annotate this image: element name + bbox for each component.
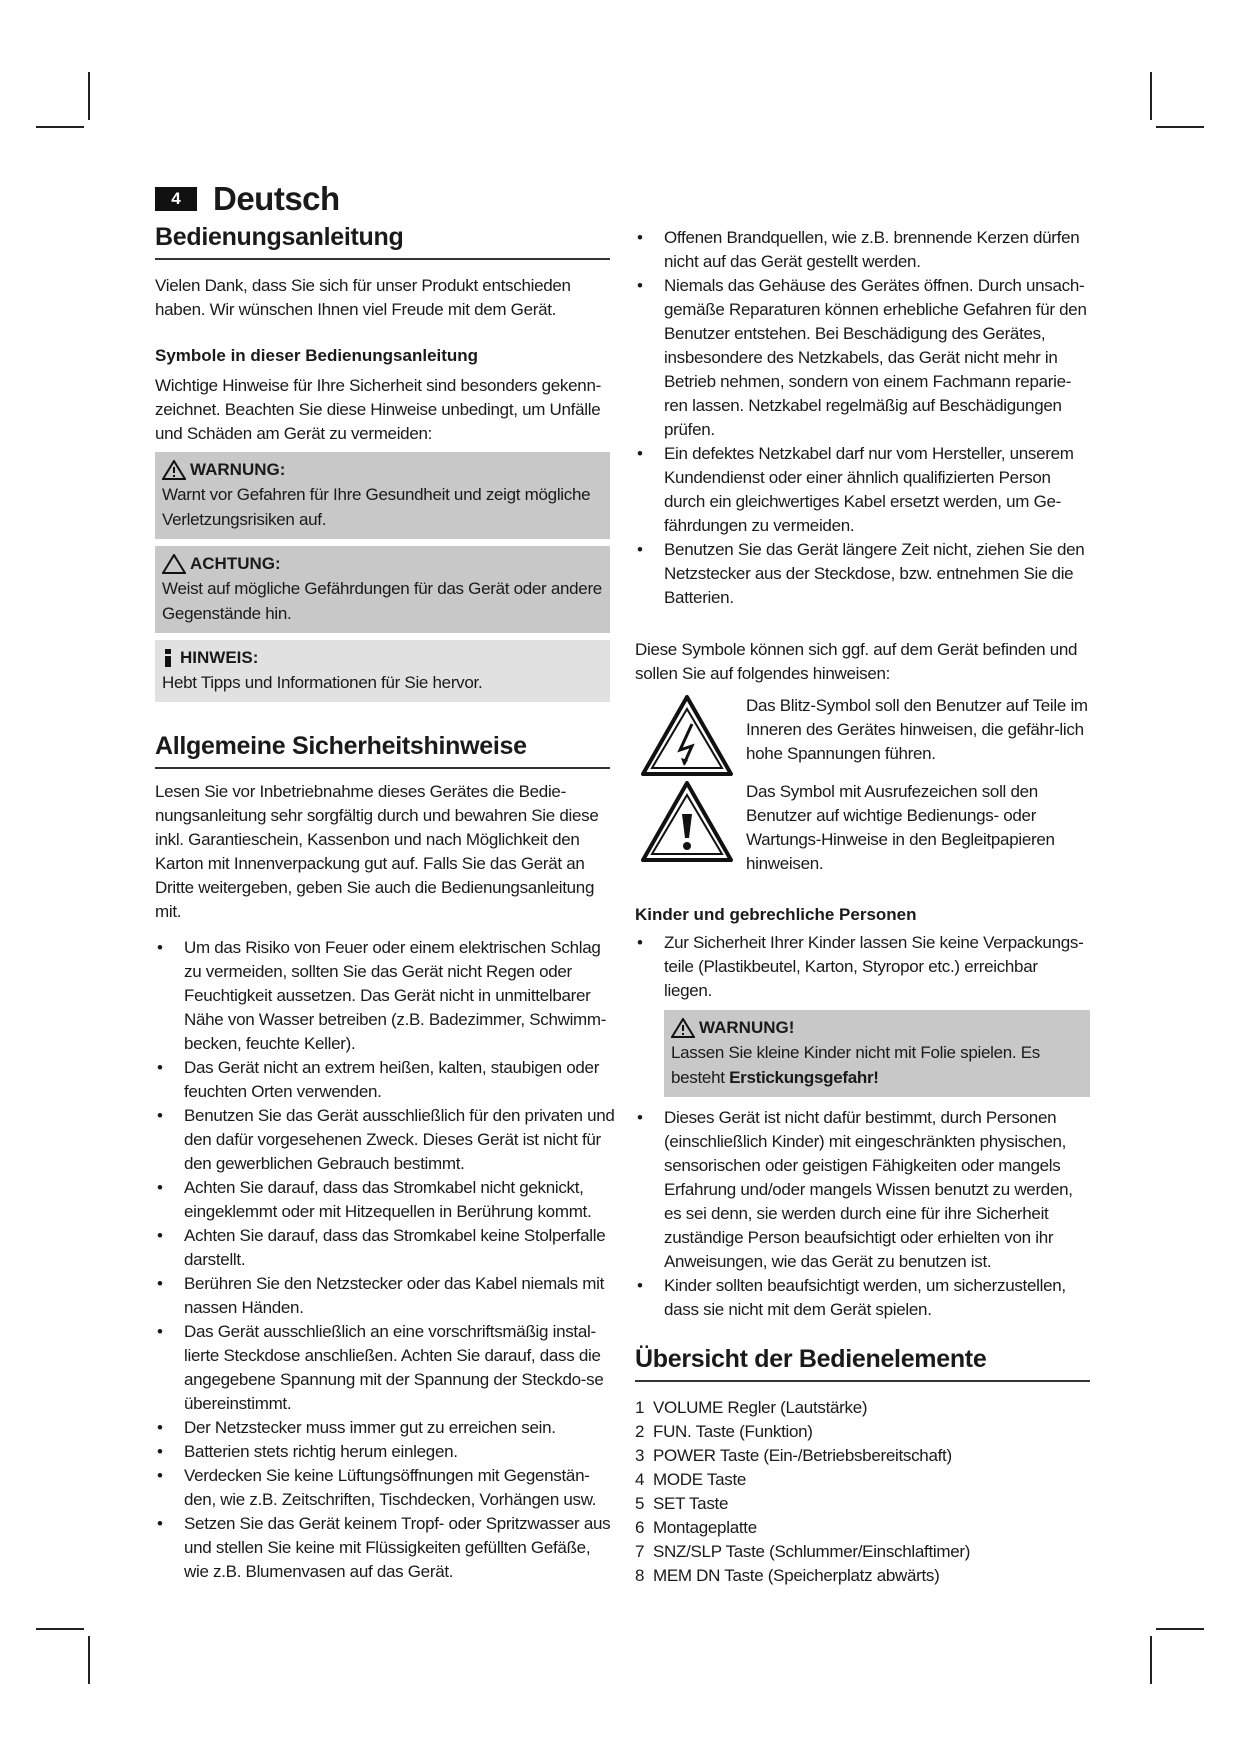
list-item: • Berühren Sie den Netzstecker oder das Kabel niemals mit nassen Händen. (155, 1272, 617, 1320)
intro-title: Bedienungsanleitung (155, 223, 610, 260)
crop-mark (1150, 1636, 1152, 1684)
item-number: 2 (635, 1422, 645, 1441)
exclamation-symbol-text: Das Symbol mit Ausrufezeichen soll den Benutzer auf wichtige Bedienungs- oder Wartungs-Hinweise in den Begleitpapieren hinweisen. (746, 782, 1055, 873)
list-item: • Batterien stets richtig herum einlegen. (155, 1440, 617, 1464)
item-number: 3 (635, 1446, 645, 1465)
controls-title: Übersicht der Bedienelemente (635, 1345, 1090, 1382)
warning-triangle-icon (671, 1018, 695, 1038)
list-item: • Offenen Brandquellen, wie z.B. brennende Kerzen dürfen nicht auf das Gerät gestellt werden. (635, 226, 1090, 274)
item-number: 4 (635, 1470, 645, 1489)
crop-mark (1156, 1628, 1204, 1630)
item-label: VOLUME Regler (Lautstärke) (653, 1398, 868, 1417)
list-item (635, 1516, 1090, 1540)
crop-mark (36, 1628, 84, 1630)
list-item: • Das Gerät ausschließlich an eine vorschriftsmäßig instal-lierte Steckdose anschließen. Achten Sie darauf, dass die angegebene Spannung mit der Spannung der Steckdo-se übereinstimmt. (155, 1320, 617, 1416)
item-label: SET Taste (653, 1494, 729, 1513)
lightning-warning-icon (640, 694, 734, 778)
safety-bullets (155, 936, 617, 1584)
children-warning-label: WARNUNG! (699, 1018, 795, 1037)
list-item: • Zur Sicherheit Ihrer Kinder lassen Sie keine Verpackungs-teile (Plastikbeutel, Karton, Styropor etc.) erreichbar liegen. (635, 931, 1090, 1003)
children-warning-body: Lassen Sie kleine Kinder nicht mit Folie spielen. Es besteht (671, 1043, 1040, 1087)
controls-list (635, 1396, 1090, 1588)
list-item (635, 1444, 1090, 1468)
safety-title: Allgemeine Sicherheitshinweise (155, 732, 610, 769)
device-symbols-text: Diese Symbole können sich ggf. auf dem Gerät befinden und sollen Sie auf folgendes hinweisen: (635, 640, 1078, 683)
list-item: • Ein defektes Netzkabel darf nur vom Hersteller, unserem Kundendienst oder einer ähnlich qualifizierten Person durch ein gleichwertiges Kabel ersetzt werden, um Ge-fährdungen zu vermeiden. (635, 442, 1090, 538)
exclamation-warning-icon (640, 780, 734, 864)
item-label: POWER Taste (Ein-/Betriebsbereitschaft) (653, 1446, 952, 1465)
list-item: • Achten Sie darauf, dass das Stromkabel keine Stolperfalle darstellt. (155, 1224, 617, 1272)
list-item (635, 1468, 1090, 1492)
list-item (635, 1492, 1090, 1516)
children-warning-text (671, 1040, 1083, 1090)
list-item (635, 1564, 1090, 1588)
crop-mark (1150, 72, 1152, 120)
warning-text: Warnt vor Gefahren für Ihre Gesundheit und zeigt mögliche Verletzungsrisiken auf. (162, 485, 591, 529)
list-item: • Dieses Gerät ist nicht dafür bestimmt, durch Personen (einschließlich Kinder) mit eingeschränkten physischen, sensorischen oder geistigen Fähigkeiten oder mangels Erfahrung und/oder mangels Wissen benutzt zu werden, es sei denn, sie werden durch eine für ihre Sicherheit zuständige Person beaufsichtigt oder erhielten von ihr Anweisungen, wie das Gerät zu benutzen ist. (635, 1106, 1090, 1274)
list-item: • Benutzen Sie das Gerät ausschließlich für den privaten und den dafür vorgesehenen Zweck. Dieses Gerät ist nicht für den gewerblichen Gebrauch bestimmt. (155, 1104, 617, 1176)
children-warning-box (664, 1010, 1090, 1097)
list-item: • Setzen Sie das Gerät keinem Tropf- oder Spritzwasser aus und stellen Sie keine mit Flüssigkeiten gefüllten Gefäße, wie z.B. Blumenvasen auf das Gerät. (155, 1512, 617, 1584)
item-number: 7 (635, 1542, 645, 1561)
list-item (635, 1396, 1090, 1420)
item-label: MEM DN Taste (Speicherplatz abwärts) (653, 1566, 940, 1585)
item-number: 6 (635, 1518, 645, 1537)
list-item: • Achten Sie darauf, dass das Stromkabel nicht geknickt, eingeklemmt oder mit Hitzequellen in Berührung kommt. (155, 1176, 617, 1224)
list-item (635, 1540, 1090, 1564)
safety-bullets-continued (635, 226, 1090, 610)
item-label: FUN. Taste (Funktion) (653, 1422, 813, 1441)
exclamation-symbol-row (640, 780, 1090, 876)
warning-box (155, 452, 610, 539)
list-item: • Niemals das Gehäuse des Gerätes öffnen. Durch unsach-gemäße Reparaturen können erhebliche Gefahren für den Benutzer entstehen. Bei Beschädigung des Gerätes, insbesondere des Netzkabels, das Gerät nicht mehr in Betrieb nehmen, sondern von einem Fachmann reparie-ren lassen. Netzkabel regelmäßig auf Beschädigungen prüfen. (635, 274, 1090, 442)
list-item: • Der Netzstecker muss immer gut zu erreichen sein. (155, 1416, 617, 1440)
intro-text: Vielen Dank, dass Sie sich für unser Produkt entschieden haben. Wir wünschen Ihnen viel Freude mit dem Gerät. (155, 276, 571, 319)
note-box (155, 640, 610, 702)
item-label: MODE Taste (653, 1470, 747, 1489)
item-number: 8 (635, 1566, 645, 1585)
crop-mark (88, 72, 90, 120)
children-bullets-first (635, 931, 1090, 1003)
caution-triangle-icon (162, 554, 186, 574)
children-warning-emphasis: Erstickungsgefahr! (729, 1068, 879, 1087)
caution-label: ACHTUNG: (190, 554, 281, 573)
page-header (155, 180, 340, 218)
safety-text: Lesen Sie vor Inbetriebnahme dieses Gerätes die Bedie-nungsanleitung sehr sorgfältig durch und bewahren Sie diese inkl. Garantieschein, Kassenbon und nach Möglichkeit den Karton mit Innenverpackung gut auf. Falls Sie das Gerät an Dritte weitergeben, geben Sie auch die Bedienungsanleitung mit. (155, 782, 599, 921)
caution-box (155, 546, 610, 633)
note-text: Hebt Tipps und Informationen für Sie hervor. (162, 673, 483, 692)
children-title: Kinder und gebrechliche Personen (635, 905, 917, 924)
crop-mark (1156, 126, 1204, 128)
list-item (635, 1420, 1090, 1444)
warning-label: WARNUNG: (190, 460, 286, 479)
children-bullets (635, 1106, 1090, 1322)
list-item: • Das Gerät nicht an extrem heißen, kalten, staubigen oder feuchten Orten verwenden. (155, 1056, 617, 1104)
symbols-title: Symbole in dieser Bedienungsanleitung (155, 346, 479, 365)
crop-mark (88, 1636, 90, 1684)
item-label: SNZ/SLP Taste (Schlummer/Einschlaftimer) (653, 1542, 971, 1561)
lightning-symbol-text: Das Blitz-Symbol soll den Benutzer auf Teile im Inneren des Gerätes hinweisen, die gefähr-lich hohe Spannungen führen. (746, 696, 1088, 763)
language-title: Deutsch (213, 180, 340, 217)
list-item: • Verdecken Sie keine Lüftungsöffnungen mit Gegenstän-den, wie z.B. Zeitschriften, Tischdecken, Vorhängen usw. (155, 1464, 617, 1512)
symbols-text: Wichtige Hinweise für Ihre Sicherheit sind besonders gekenn-zeichnet. Beachten Sie diese Hinweise unbedingt, um Unfälle und Schäden am Gerät zu vermeiden: (155, 376, 601, 443)
note-label: HINWEIS: (180, 648, 259, 667)
list-item: • Kinder sollten beaufsichtigt werden, um sicherzustellen, dass sie nicht mit dem Gerät spielen. (635, 1274, 1090, 1322)
list-item: • Benutzen Sie das Gerät längere Zeit nicht, ziehen Sie den Netzstecker aus der Steckdose, bzw. entnehmen Sie die Batterien. (635, 538, 1090, 610)
info-icon (162, 648, 174, 668)
warning-triangle-icon (162, 460, 186, 480)
item-label: Montageplatte (653, 1518, 757, 1537)
caution-text: Weist auf mögliche Gefährdungen für das Gerät oder andere Gegenstände hin. (162, 579, 602, 623)
item-number: 5 (635, 1494, 645, 1513)
item-number: 1 (635, 1398, 645, 1417)
list-item: • Um das Risiko von Feuer oder einem elektrischen Schlag zu vermeiden, sollten Sie das Gerät nicht Regen oder Feuchtigkeit aussetzen. Das Gerät nicht in unmittelbarer Nähe von Wasser betreiben (z.B. Badezimmer, Schwimm-becken, feuchte Keller). (155, 936, 617, 1056)
lightning-symbol-row (640, 694, 1090, 778)
crop-mark (36, 126, 84, 128)
page-number: 4 (155, 187, 197, 211)
